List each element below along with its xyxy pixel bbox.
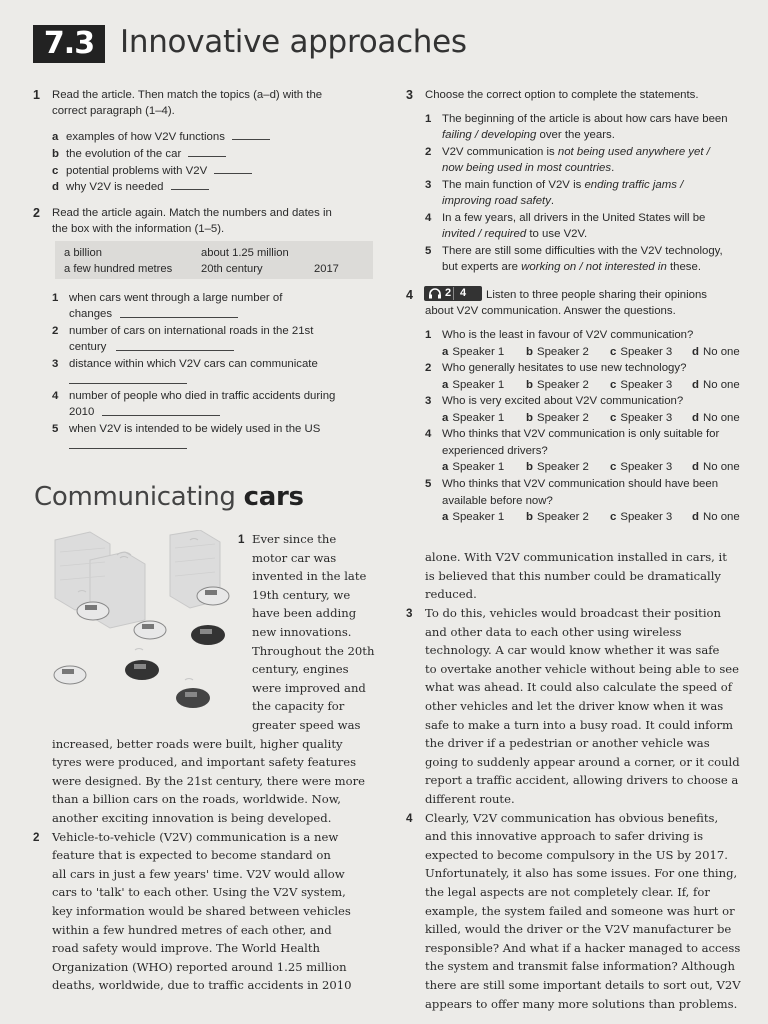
- statement-line: [442, 210, 705, 227]
- statement-line: [442, 226, 587, 243]
- question-text: Who is very excited about V2V communication?: [442, 395, 684, 407]
- item-number: 2: [52, 325, 59, 337]
- topic-item: [52, 178, 209, 196]
- option-text: No one: [702, 378, 740, 391]
- article-line: report a traffic accident, allowing drivers to choose a: [425, 773, 739, 788]
- statement-text: The main function of V2V is: [442, 179, 585, 191]
- article-line: the driver if a pedestrian or another vehicle was: [425, 736, 710, 751]
- word-box-item: a few hundred metres: [64, 263, 173, 275]
- item-label: c: [52, 165, 59, 177]
- statement-text: .: [550, 195, 555, 207]
- option-text: Speaker 2: [536, 511, 589, 523]
- article-line: and other data to each other using wireless: [425, 624, 682, 639]
- answer-option[interactable]: [692, 344, 740, 361]
- article-line: Vehicle-to-vehicle (V2V) communication is a new: [52, 829, 339, 844]
- word-box: [55, 241, 373, 279]
- article-line: expected to become compulsory in the US by 2017.: [425, 847, 728, 862]
- instruction-line: Listen to three people sharing their opinions: [486, 289, 707, 301]
- question-text: Who thinks that V2V communication should have been: [442, 478, 719, 490]
- unit-title: Innovative approaches: [120, 24, 467, 60]
- answer-blank[interactable]: [171, 178, 209, 190]
- option-text: Speaker 1: [452, 511, 505, 523]
- option-label: b: [526, 511, 533, 523]
- answer-option[interactable]: [692, 509, 740, 526]
- option-text: No one: [702, 411, 740, 424]
- article-line: what was ahead. It could also calculate the speed of: [425, 680, 733, 695]
- option-label: b: [526, 378, 533, 391]
- instruction-line: the box with the information (1–5).: [52, 223, 225, 235]
- question-number: 3: [425, 395, 432, 407]
- article-line: different route.: [425, 792, 515, 806]
- article-line: there are still some important details to sort out, V2V: [425, 978, 741, 992]
- statement-line: [442, 259, 701, 276]
- answer-blank[interactable]: [69, 447, 187, 449]
- answer-option[interactable]: [442, 344, 504, 361]
- article-line: technology. A car would know whether it was safe: [425, 643, 720, 658]
- statement-text: to use V2V.: [526, 228, 588, 240]
- item-number: 2: [425, 146, 432, 158]
- article-line: appears to offer many more solutions than problems.: [425, 996, 738, 1011]
- option-text: Speaker 2: [536, 378, 589, 391]
- option-label: a: [442, 411, 449, 424]
- option-text: Speaker 1: [452, 378, 505, 391]
- answer-option[interactable]: [526, 410, 589, 427]
- exercise-number: 1: [33, 88, 40, 102]
- paragraph-number: 1: [238, 533, 245, 546]
- article-line: safe to make a turn into a busy road. It could inform: [425, 717, 733, 732]
- question-text: experienced drivers?: [442, 444, 548, 457]
- item-label: a: [52, 131, 59, 143]
- statement-line: [442, 177, 683, 194]
- item-number: 1: [425, 113, 432, 125]
- instruction-line: correct paragraph (1–4).: [52, 105, 175, 117]
- article-line: than a billion cars on the roads, worldwide. Now,: [52, 792, 341, 807]
- item-number: 3: [425, 179, 432, 191]
- article-line: and this innovative approach to safer driving is: [425, 829, 704, 844]
- statement-options[interactable]: now being used in most countries: [442, 162, 612, 174]
- option-label: c: [610, 378, 617, 391]
- article-line: new innovations.: [252, 625, 352, 639]
- audio-disc: 2: [445, 287, 452, 299]
- item-text: the evolution of the car: [66, 148, 182, 160]
- paragraph-number: 3: [406, 607, 413, 620]
- option-label: c: [610, 511, 617, 523]
- article-line: responsible? And what if a hacker managed to access: [425, 940, 741, 955]
- option-label: a: [442, 461, 449, 473]
- item-text: distance within which V2V cars can communicate: [69, 358, 318, 370]
- option-text: Speaker 3: [620, 511, 673, 523]
- statement-line: [442, 193, 554, 210]
- item-text: changes: [69, 308, 113, 320]
- item-number: 4: [52, 390, 59, 402]
- option-label: a: [442, 511, 449, 523]
- statement-options[interactable]: invited / required: [442, 228, 527, 240]
- statement-line: [442, 111, 728, 128]
- option-label: a: [442, 378, 449, 391]
- article-line: Ever since the: [252, 532, 337, 546]
- audio-track-badge[interactable]: [424, 286, 482, 301]
- option-label: b: [526, 411, 533, 424]
- article-line: within a few hundred metres of each other, and: [52, 922, 332, 937]
- option-label: c: [610, 461, 617, 473]
- article-title-part: Communicating: [34, 482, 244, 512]
- statement-text: these.: [666, 261, 701, 273]
- article-line: have been adding: [252, 606, 357, 621]
- article-line: road safety would improve. The World Health: [52, 941, 320, 956]
- article-line: going to suddenly appear around a corner, or it could: [425, 754, 740, 769]
- word-box-item: 2017: [314, 263, 339, 275]
- instruction-line: Read the article. Then match the topics (a–d) with the: [52, 89, 323, 101]
- item-number: 5: [52, 423, 59, 435]
- answer-option[interactable]: [610, 459, 672, 476]
- item-number: 5: [425, 245, 432, 257]
- statement-text: V2V communication is: [442, 146, 558, 158]
- statement-text: .: [611, 162, 615, 174]
- instruction-line: Read the article again. Match the numbers and dates in: [52, 207, 332, 219]
- statement-text: The beginning of the article is about how cars have been: [442, 113, 728, 125]
- option-label: b: [526, 345, 533, 358]
- item-text: when cars went through a large number of: [69, 292, 283, 304]
- option-text: Speaker 3: [620, 411, 673, 424]
- option-label: b: [526, 461, 533, 473]
- exercise-number: 3: [406, 88, 413, 102]
- paragraph-number: 2: [33, 830, 40, 844]
- item-number: 3: [52, 358, 59, 370]
- exercise-number: 4: [406, 288, 413, 302]
- question-number: 2: [425, 362, 432, 374]
- article-line: Throughout the 20th: [252, 643, 375, 658]
- option-label: c: [610, 411, 617, 424]
- option-text: Speaker 1: [452, 411, 505, 424]
- connected-cars-illustration: [50, 530, 230, 730]
- option-label: c: [610, 345, 617, 358]
- article-line: were designed. By the 21st century, there were more: [52, 773, 366, 788]
- item-label: d: [52, 181, 59, 193]
- question-text: Who is the least in favour of V2V communication?: [442, 329, 694, 341]
- article-line: alone. With V2V communication installed in cars, it: [425, 550, 727, 564]
- statement-line: [442, 127, 615, 144]
- item-text: 2010: [69, 406, 95, 418]
- article-line: another exciting innovation is being developed.: [52, 811, 332, 825]
- topic-item: [52, 145, 226, 163]
- answer-blank[interactable]: [214, 162, 252, 174]
- article-line: the capacity for: [252, 699, 345, 714]
- option-text: Speaker 3: [620, 378, 673, 391]
- article-line: tyres were produced, and important safety features: [52, 755, 357, 770]
- answer-blank[interactable]: [102, 414, 220, 416]
- option-text: Speaker 3: [620, 461, 673, 473]
- headphones-icon: [428, 288, 442, 299]
- statement-line: [442, 144, 710, 161]
- statement-line: [442, 243, 723, 260]
- word-box-item: about 1.25 million: [201, 247, 289, 259]
- statement-text: There are still some difficulties with the V2V technology,: [442, 245, 723, 257]
- exercise-number: 2: [33, 206, 40, 220]
- question-number: 4: [425, 428, 432, 440]
- answer-option[interactable]: [692, 410, 740, 427]
- article-line: key information would be shared between vehicles: [52, 904, 351, 918]
- article-line: other vehicles and let the driver know when it was: [425, 699, 724, 713]
- article-line: all cars in just a few years' time. V2V would allow: [52, 866, 345, 881]
- article-line: Clearly, V2V communication has obvious benefits,: [425, 810, 719, 825]
- option-text: No one: [702, 511, 740, 523]
- answer-option[interactable]: [610, 410, 672, 427]
- article-line: deaths, worldwide, due to traffic accidents in 2010: [52, 978, 352, 993]
- article-line: invented in the late: [252, 569, 367, 584]
- article-line: to overtake another vehicle without being able to see: [425, 661, 740, 676]
- unit-number-badge: 7.3: [33, 25, 105, 63]
- option-label: d: [692, 511, 699, 523]
- answer-option[interactable]: [526, 377, 589, 394]
- article-line: reduced.: [425, 587, 477, 602]
- article-line: the legal aspects are not completely clear. If, for: [425, 885, 710, 899]
- article-line: 19th century, we: [252, 587, 351, 602]
- article-line: Organization (WHO) reported around 1.25 million: [52, 959, 347, 974]
- article-line: is believed that this number could be dramatically: [425, 568, 721, 583]
- item-number: 1: [52, 292, 59, 304]
- item-number: 4: [425, 212, 432, 224]
- statement-options[interactable]: improving road safety: [442, 195, 551, 207]
- answer-option[interactable]: [442, 509, 504, 526]
- article-line: century, engines: [252, 662, 349, 677]
- answer-blank[interactable]: [120, 316, 238, 318]
- article-line: killed, would the driver or the V2V manufacturer be: [425, 922, 732, 937]
- statement-options[interactable]: failing / developing: [442, 129, 537, 141]
- answer-option[interactable]: [692, 459, 740, 476]
- article-line: cars to 'talk' to each other. Using the V2V system,: [52, 885, 346, 900]
- article-line: the system and transmit false information? Although: [425, 959, 735, 974]
- answer-option[interactable]: [526, 509, 589, 526]
- option-text: Speaker 1: [452, 461, 505, 473]
- option-label: d: [692, 345, 699, 358]
- statement-text: but experts are: [442, 261, 522, 273]
- answer-blank[interactable]: [116, 349, 234, 351]
- item-text: number of cars on international roads in the 21st: [69, 325, 314, 337]
- item-label: b: [52, 148, 59, 160]
- article-line: To do this, vehicles would broadcast their position: [425, 606, 721, 620]
- question-number: 1: [425, 329, 432, 341]
- option-text: No one: [702, 345, 740, 358]
- answer-option[interactable]: [692, 377, 740, 394]
- statement-text: In a few years, all drivers in the United States will be: [442, 212, 706, 224]
- item-text: when V2V is intended to be widely used in the US: [69, 423, 321, 435]
- word-box-item: a billion: [64, 247, 102, 259]
- answer-option[interactable]: [526, 344, 589, 361]
- word-box-item: 20th century: [201, 263, 263, 275]
- article-line: increased, better roads were built, higher quality: [52, 736, 343, 751]
- question-text: Who generally hesitates to use new technology?: [442, 362, 687, 374]
- statement-options[interactable]: not being used anywhere yet /: [557, 146, 710, 158]
- option-text: Speaker 2: [536, 461, 589, 473]
- item-text: potential problems with V2V: [66, 165, 208, 177]
- topic-item: [52, 162, 252, 180]
- option-text: Speaker 1: [452, 345, 505, 358]
- option-text: Speaker 3: [620, 345, 673, 358]
- option-label: d: [692, 461, 699, 473]
- question-text: available before now?: [442, 494, 553, 507]
- divider: [453, 287, 454, 300]
- option-text: Speaker 2: [536, 411, 589, 424]
- answer-option[interactable]: [610, 377, 672, 394]
- option-text: No one: [702, 461, 740, 473]
- article-line: example, the system failed and someone was hurt or: [425, 903, 735, 918]
- question-text: Who thinks that V2V communication is only suitable for: [442, 428, 720, 440]
- article-line: Unfortunately, it also has some issues. For one thing,: [425, 866, 738, 881]
- instruction-line: Choose the correct option to complete the statements.: [425, 89, 699, 101]
- item-text: why V2V is needed: [66, 181, 164, 193]
- article-line: feature that is expected to become standard on: [52, 848, 331, 863]
- answer-option[interactable]: [526, 459, 589, 476]
- answer-blank[interactable]: [232, 128, 270, 140]
- paragraph-number: 4: [406, 811, 413, 825]
- answer-option[interactable]: [442, 377, 504, 394]
- question-number: 5: [425, 478, 432, 490]
- item-text: century: [69, 341, 107, 353]
- topic-item: [52, 128, 270, 146]
- article-line: were improved and: [252, 680, 366, 695]
- article-title: [34, 482, 304, 512]
- article-line: motor car was: [252, 550, 337, 565]
- article-line: greater speed was: [252, 718, 361, 732]
- audio-track: 4: [460, 287, 467, 299]
- statement-line: [442, 160, 614, 177]
- answer-option[interactable]: [610, 344, 672, 361]
- statement-options[interactable]: working on / not interested in: [521, 261, 667, 273]
- item-text: number of people who died in traffic accidents during: [69, 390, 336, 402]
- option-label: d: [692, 378, 699, 391]
- option-text: Speaker 2: [536, 345, 589, 358]
- answer-blank[interactable]: [188, 145, 226, 157]
- option-label: d: [692, 411, 699, 424]
- item-text: examples of how V2V functions: [66, 131, 225, 143]
- option-label: a: [442, 345, 449, 358]
- answer-option[interactable]: [610, 509, 672, 526]
- answer-option[interactable]: [442, 459, 504, 476]
- answer-blank[interactable]: [69, 382, 187, 384]
- article-title-part: cars: [243, 482, 304, 512]
- instruction-line: about V2V communication. Answer the questions.: [425, 305, 676, 317]
- statement-options[interactable]: ending traffic jams /: [584, 179, 684, 191]
- answer-option[interactable]: [442, 410, 504, 427]
- statement-text: over the years.: [536, 129, 615, 141]
